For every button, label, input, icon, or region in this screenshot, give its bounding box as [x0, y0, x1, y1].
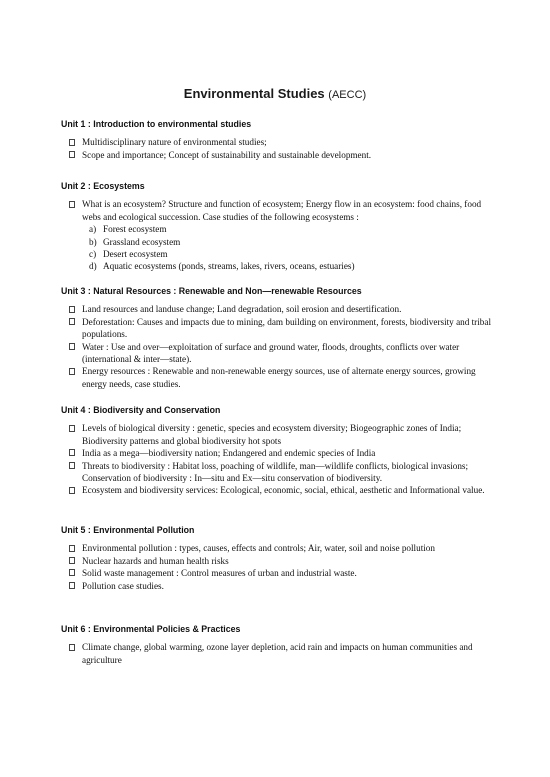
- list-item: d) Aquatic ecosystems (ponds, streams, lakes, rivers, oceans, estuaries): [89, 261, 355, 272]
- unit-heading: Unit 4 : Biodiversity and Conservation: [61, 405, 221, 415]
- unit-heading: Unit 2 : Ecosystems: [61, 181, 145, 191]
- list-item: b) Grassland ecosystem: [89, 236, 181, 247]
- bullet-item: Scope and importance; Concept of sustainability and sustainable development.: [61, 149, 494, 161]
- bullet-item: Ecosystem and biodiversity services: Ecological, economic, social, ethical, aesthetic and Informational value.: [61, 484, 494, 496]
- unit-2: [61, 180, 494, 273]
- list-item: a) Forest ecosystem: [89, 224, 167, 235]
- title-main: Environmental Studies: [183, 86, 325, 101]
- title-sub: (AECC): [328, 89, 367, 101]
- unit-6: [61, 623, 494, 666]
- bullet-item: India as a mega—biodiversity nation; Endangered and endemic species of India: [61, 447, 494, 459]
- bullet-item: Nuclear hazards and human health risks: [61, 555, 494, 567]
- unit-heading: Unit 1 : Introduction to environmental studies: [61, 119, 252, 129]
- bullet-item: Water : Use and over—exploitation of surface and ground water, floods, droughts, conflicts over water (international & inter—state).: [61, 341, 494, 366]
- unit-heading: Unit 3 : Natural Resources : Renewable and Non—renewable Resources: [61, 286, 362, 296]
- bullet-item: Energy resources : Renewable and non-renewable energy sources, use of alternate energy sources, growing energy needs, case studies.: [61, 365, 494, 390]
- ecosystem-list: [61, 223, 493, 273]
- bullet-item: Multidisciplinary nature of environmental studies;: [61, 136, 494, 148]
- unit-heading: Unit 6 : Environmental Policies & Practices: [61, 624, 241, 634]
- bullet-item: What is an ecosystem? Structure and function of ecosystem; Energy flow in an ecosystem: food chains, food webs and ecological succession. Case studies of the following ecosystems :: [61, 198, 494, 223]
- bullet-item: Environmental pollution : types, causes, effects and controls; Air, water, soil and noise pollution: [61, 542, 494, 554]
- unit-5: [61, 524, 494, 592]
- bullet-item: Threats to biodiversity : Habitat loss, poaching of wildlife, man—wildlife conflicts, biological invasions; Conservation of biodiversity : In—situ and Ex—situ conservation of biodiversity.: [61, 460, 494, 485]
- bullet-item: Climate change, global warming, ozone layer depletion, acid rain and impacts on human communities and agriculture: [61, 641, 494, 666]
- document-title: [0, 86, 550, 101]
- unit-3: [61, 285, 494, 390]
- bullet-item: Land resources and landuse change; Land degradation, soil erosion and desertification.: [61, 303, 494, 315]
- unit-1: [61, 118, 494, 161]
- bullet-item: Deforestation: Causes and impacts due to mining, dam building on environment, forests, biodiversity and tribal populations.: [61, 316, 494, 341]
- bullet-item: Pollution case studies.: [61, 580, 494, 592]
- bullet-item: Levels of biological diversity : genetic, species and ecosystem diversity; Biogeographic zones of India; Biodiversity patterns and global biodiversity hot spots: [61, 422, 494, 447]
- unit-heading: Unit 5 : Environmental Pollution: [61, 525, 195, 535]
- unit-4: [61, 404, 494, 497]
- bullet-item: Solid waste management : Control measures of urban and industrial waste.: [61, 567, 494, 579]
- list-item: c) Desert ecosystem: [89, 249, 168, 260]
